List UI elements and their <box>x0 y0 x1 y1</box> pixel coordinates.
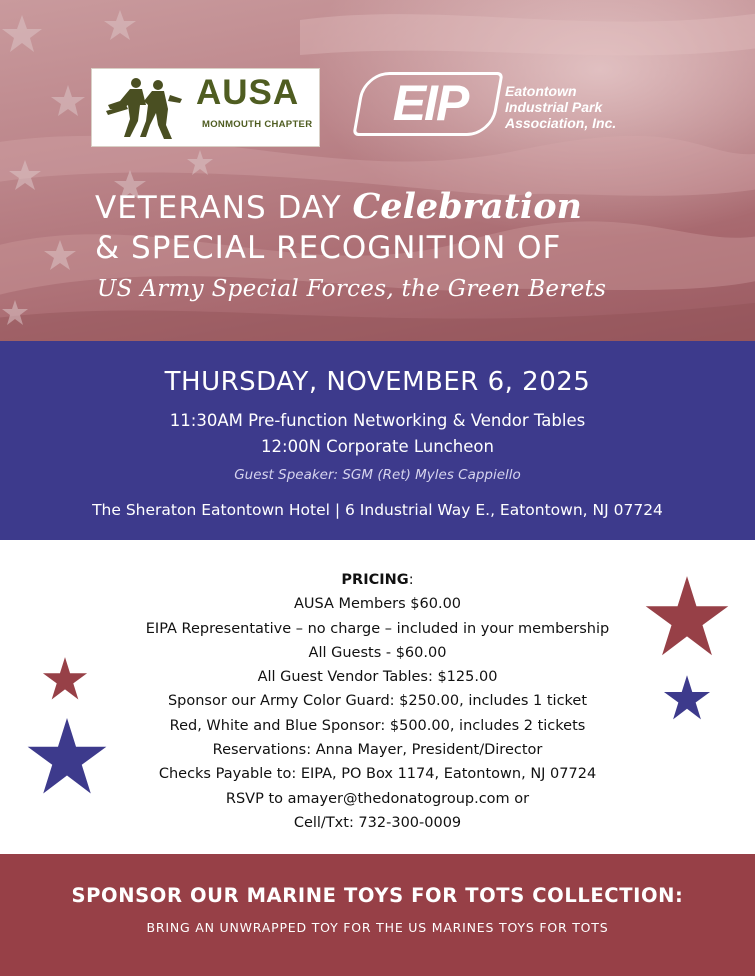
rsvp-email-line[interactable]: RSVP to amayer@thedonatogroup.com or <box>225 790 530 807</box>
pricing-heading-row <box>100 568 655 592</box>
schedule-item: 12:00N Corporate Luncheon <box>261 437 494 456</box>
star-icon <box>42 657 88 701</box>
ausa-wordmark: AUSA <box>196 73 300 112</box>
pricing-line: AUSA Members $60.00 <box>293 596 462 613</box>
pricing-line: All Guests - $60.00 <box>308 644 447 661</box>
guest-speaker: Guest Speaker: SGM (Ret) Myles Cappiello <box>234 467 521 483</box>
hero-banner <box>0 0 755 341</box>
eipa-logo <box>358 72 500 138</box>
pricing-line: Red, White and Blue Sponsor: $500.00, includes 2 tickets <box>169 717 586 734</box>
eipa-name-line: Eatontown <box>505 83 577 99</box>
toys-for-tots-title: SPONSOR OUR MARINE TOYS FOR TOTS COLLECTION: <box>71 884 684 907</box>
star-icon <box>644 576 730 658</box>
eipa-name <box>505 83 616 131</box>
reservations-line: Reservations: Anna Mayer, President/Director <box>212 742 543 759</box>
pricing-line: Sponsor our Army Color Guard: $250.00, includes 1 ticket <box>167 693 588 710</box>
event-title-line3: US Army Special Forces, the Green Berets <box>97 276 607 302</box>
ausa-logo <box>91 68 320 147</box>
venue-address: The Sheraton Eatontown Hotel | 6 Industrial Way E., Eatontown, NJ 07724 <box>92 501 663 519</box>
pricing-line: EIPA Representative – no charge – included in your membership <box>145 620 610 637</box>
toys-for-tots-band <box>0 854 755 976</box>
pricing-section <box>0 540 755 854</box>
star-icon <box>26 718 108 796</box>
ausa-chapter-label: MONMOUTH CHAPTER <box>202 119 313 130</box>
star-icon <box>663 675 711 721</box>
event-details-band <box>0 341 755 540</box>
eipa-name-line: Industrial Park <box>505 99 603 115</box>
event-title-caps: VETERANS DAY <box>95 190 342 226</box>
soldiers-silhouette-icon <box>100 75 188 143</box>
pricing-heading-colon: : <box>408 572 414 588</box>
checks-payable-line: Checks Payable to: EIPA, PO Box 1174, Eatontown, NJ 07724 <box>158 766 597 783</box>
schedule-item: 11:30AM Pre-function Networking & Vendor Tables <box>169 411 586 430</box>
event-title-line1 <box>95 186 582 227</box>
event-title-line2: & SPECIAL RECOGNITION OF <box>95 230 562 266</box>
eipa-logo-letters: EIP <box>392 75 468 131</box>
event-title-script: Celebration <box>352 186 582 227</box>
pricing-line: All Guest Vendor Tables: $125.00 <box>257 669 498 686</box>
event-date: THURSDAY, NOVEMBER 6, 2025 <box>164 367 591 397</box>
pricing-heading: PRICING <box>341 572 409 588</box>
pricing-list <box>100 568 655 835</box>
eipa-name-line: Association, Inc. <box>505 115 617 131</box>
rsvp-phone-line[interactable]: Cell/Txt: 732-300-0009 <box>293 814 462 831</box>
toys-for-tots-subtitle: BRING AN UNWRAPPED TOY FOR THE US MARINES TOYS FOR TOTS <box>146 920 609 935</box>
